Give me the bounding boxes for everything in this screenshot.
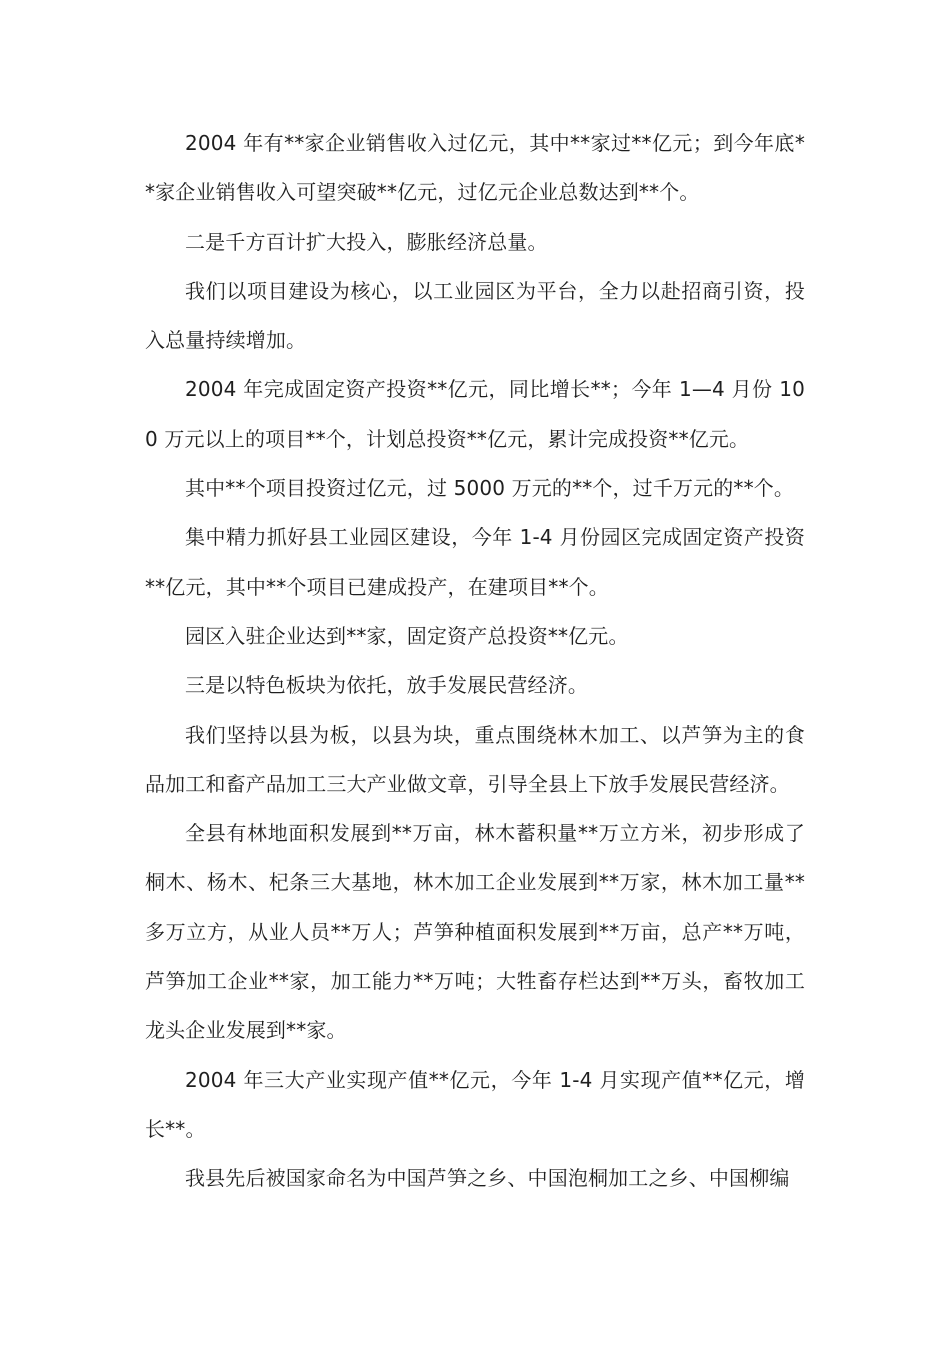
paragraph-3: 我们以项目建设为核心，以工业园区为平台，全力以赴招商引资，投入总量持续增加。 <box>145 278 805 353</box>
paragraph-5: 其中**个项目投资过亿元，过 5000 万元的**个，过千万元的**个。 <box>185 476 795 501</box>
paragraph-8: 三是以特色板块为依托，放手发展民营经济。 <box>185 673 588 698</box>
paragraph-9: 我们坚持以县为板，以县为块，重点围绕林木加工、以芦笋为主的食品加工和畜产品加工三大产业做文章，引导全县上下放手发展民营经济。 <box>145 722 805 796</box>
paragraph-1: 2004 年有**家企业销售收入过亿元，其中**家过**亿元；到今年底**家企业销售收入可望突破**亿元，过亿元企业总数达到**个。 <box>145 131 805 205</box>
paragraph-10: 全县有林地面积发展到**万亩，林木蓄积量**万立方米，初步形成了桐木、杨木、杞条三大基地，林木加工企业发展到**万家，林木加工量**多万立方，从业人员**万人；芦笋种植面积发展到**万亩，总产**万吨，芦笋加工企业**家，加工能力**万吨；大牲畜存栏达到**万头，畜牧加工龙头企业发展到**家。 <box>145 821 805 1043</box>
paragraph-4: 2004 年完成固定资产投资**亿元，同比增长**；今年 1—4 月份 100 万元以上的项目**个，计划总投资**亿元，累计完成投资**亿元。 <box>145 377 805 451</box>
paragraph-2: 二是千方百计扩大投入，膨胀经济总量。 <box>185 229 548 254</box>
paragraph-7: 园区入驻企业达到**家，固定资产总投资**亿元。 <box>185 623 629 648</box>
paragraph-11: 2004 年三大产业实现产值**亿元，今年 1-4 月实现产值**亿元，增长**。 <box>145 1067 805 1141</box>
document-body <box>145 119 805 1204</box>
paragraph-6: 集中精力抓好县工业园区建设，今年 1-4 月份园区完成固定资产投资**亿元，其中**个项目已建成投产，在建项目**个。 <box>145 525 805 599</box>
paragraph-12: 我县先后被国家命名为中国芦笋之乡、中国泡桐加工之乡、中国柳编 <box>185 1166 790 1191</box>
